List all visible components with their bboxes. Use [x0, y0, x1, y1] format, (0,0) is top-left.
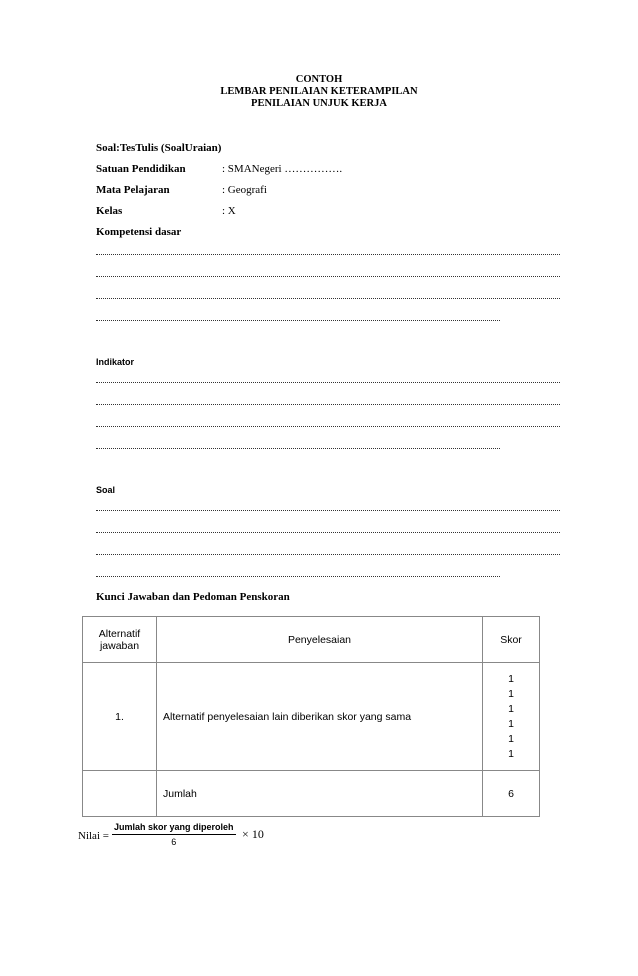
soal-dotted-line — [96, 554, 560, 555]
indikator-dotted-line — [96, 448, 500, 449]
score-value: 1 — [508, 717, 514, 730]
col-header-skor: Skor — [483, 617, 540, 663]
indikator-dotted-line — [96, 404, 560, 405]
row-number: 1. — [83, 663, 157, 771]
scoring-table — [82, 616, 540, 817]
formula-multiplier: × 10 — [242, 827, 264, 841]
row-penyelesaian-text: Alternatif penyelesaian lain diberikan skor yang sama — [157, 663, 483, 771]
soal-dotted-line — [96, 510, 560, 511]
score-value: 1 — [508, 732, 514, 745]
kunci-jawaban-heading: Kunci Jawaban dan Pedoman Penskoran — [96, 591, 290, 603]
soal-label: Soal — [96, 485, 116, 495]
soal-dotted-line — [96, 532, 560, 533]
kompetensi-label: Kompetensi dasar — [96, 226, 182, 238]
total-score: 6 — [483, 771, 540, 817]
indikator-dotted-line — [96, 382, 560, 383]
score-value: 1 — [508, 672, 514, 685]
total-row-number — [83, 771, 157, 817]
formula-fraction — [112, 822, 236, 847]
table-header-row — [83, 617, 540, 663]
header-line-lembar: LEMBAR PENILAIAN KETERAMPILAN — [220, 86, 418, 97]
col-header-alternatif: Alternatif jawaban — [83, 617, 157, 663]
indikator-dotted-line — [96, 426, 560, 427]
formula-numerator: Jumlah skor yang diperoleh — [112, 822, 236, 835]
kompetensi-dotted-line — [96, 298, 560, 299]
soal-dotted-line — [96, 576, 500, 577]
header-line-penilaian: PENILAIAN UNJUK KERJA — [251, 98, 387, 109]
table-row-total — [83, 771, 540, 817]
kompetensi-dotted-line — [96, 320, 500, 321]
total-label: Jumlah — [157, 771, 483, 817]
field-label-mapel: Mata Pelajaran — [96, 184, 170, 196]
document-header — [0, 74, 638, 110]
nilai-formula — [112, 822, 264, 847]
kompetensi-dotted-line — [96, 254, 560, 255]
table-row — [83, 663, 540, 771]
score-value: 1 — [508, 747, 514, 760]
soal-title: Soal:TesTulis (SoalUraian) — [96, 142, 222, 154]
field-value-satuan: : SMANegeri ……………. — [222, 163, 343, 175]
field-value-mapel: : Geografi — [222, 184, 267, 196]
field-value-kelas: : X — [222, 205, 236, 217]
header-line-contoh: CONTOH — [295, 74, 343, 85]
score-value: 1 — [508, 687, 514, 700]
kompetensi-dotted-line — [96, 276, 560, 277]
nilai-label: Nilai = — [78, 830, 109, 842]
score-value: 1 — [508, 702, 514, 715]
field-label-kelas: Kelas — [96, 205, 123, 217]
row-scores — [483, 663, 540, 771]
field-label-satuan: Satuan Pendidikan — [96, 163, 186, 175]
formula-denominator: 6 — [171, 837, 177, 847]
col-header-penyelesaian: Penyelesaian — [157, 617, 483, 663]
indikator-label: Indikator — [96, 357, 135, 367]
